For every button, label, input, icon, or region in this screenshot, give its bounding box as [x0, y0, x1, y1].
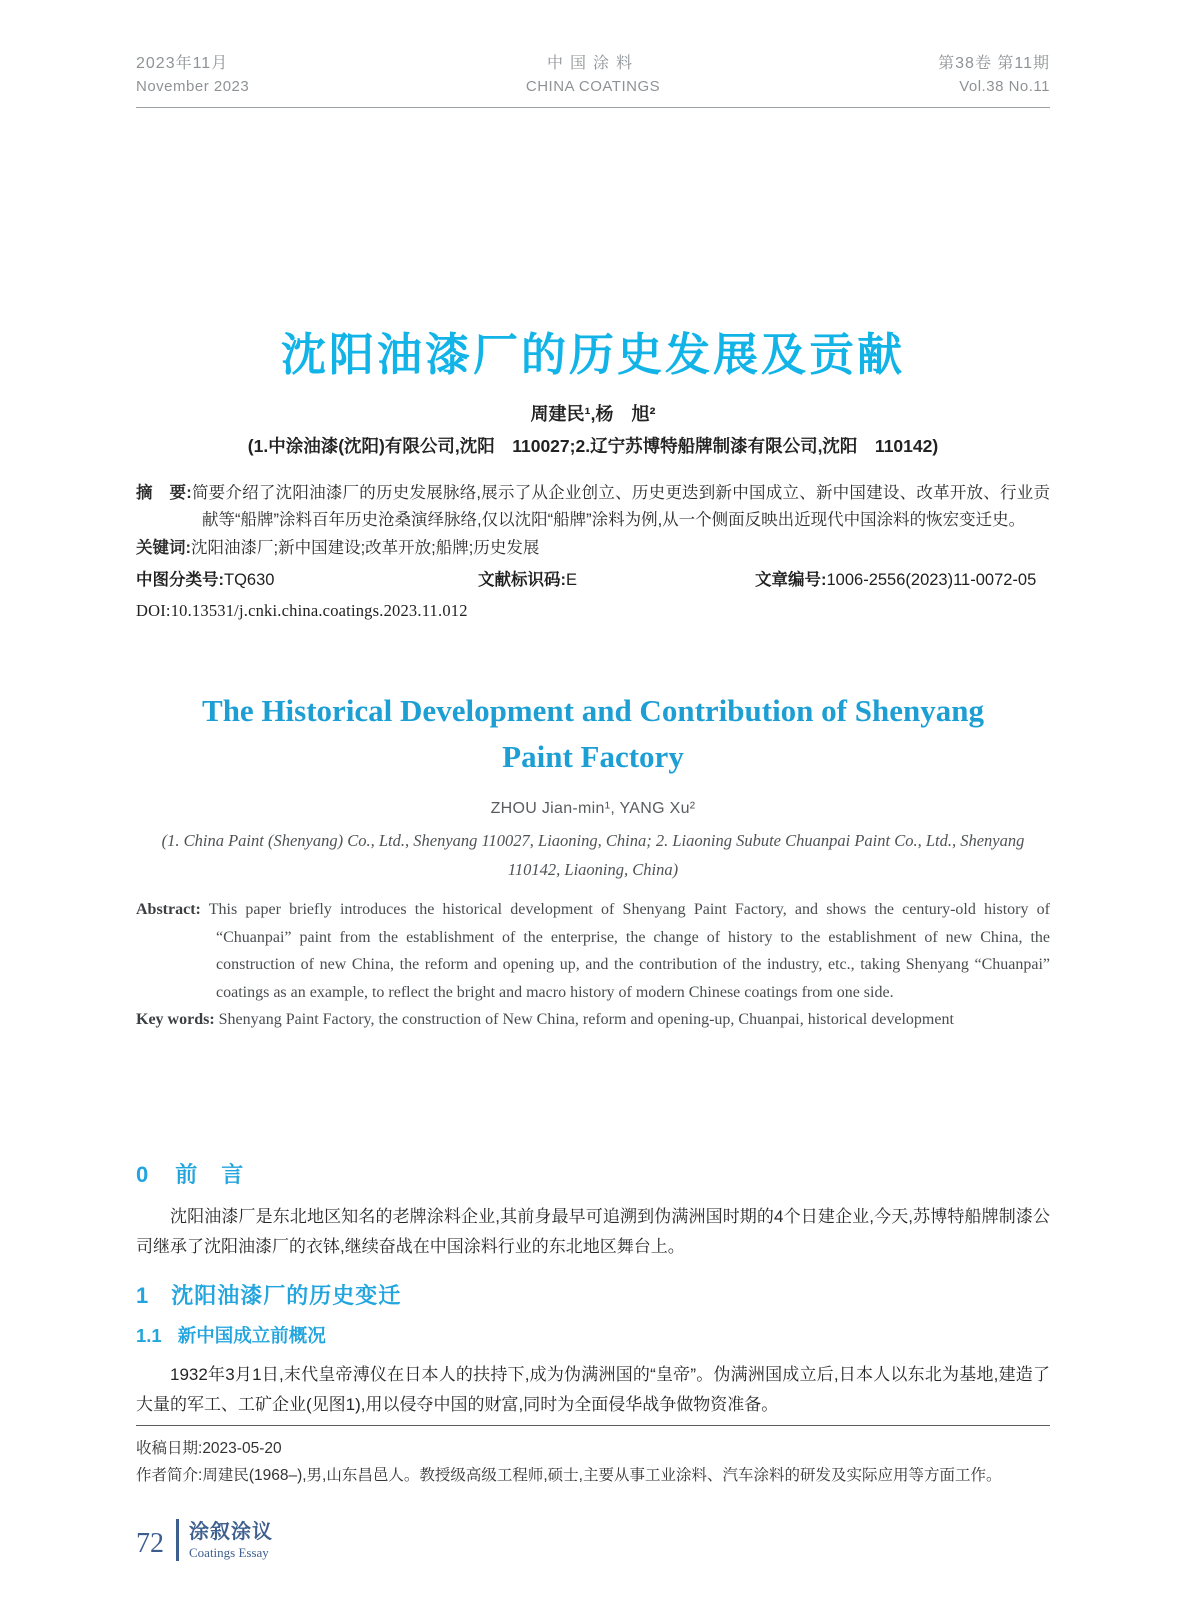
- header-issue: [850, 52, 1050, 98]
- abstract-cn-label: 摘 要:: [136, 484, 192, 502]
- header-date: [136, 52, 336, 98]
- keywords-cn-text: 沈阳油漆厂;新中国建设;改革开放;船牌;历史发展: [191, 539, 540, 557]
- keywords-cn: [136, 535, 1050, 562]
- article-id-value: 1006-2556(2023)11-0072-05: [826, 571, 1037, 589]
- page-footer: [136, 1519, 1050, 1561]
- clc-number: [136, 568, 478, 592]
- authors-cn: 周建民¹,杨 旭²: [530, 404, 656, 424]
- document-code-value: E: [566, 571, 578, 589]
- keywords-en-label: Key words:: [136, 1011, 215, 1028]
- section-1-title: 沈阳油漆厂的历史变迁: [171, 1283, 402, 1308]
- article-title-en: [136, 688, 1050, 780]
- document-code: [478, 568, 755, 592]
- received-date-line: [136, 1435, 1050, 1462]
- keywords-en: [136, 1006, 1050, 1034]
- header-date-en: November 2023: [136, 78, 250, 95]
- abstract-en-text: This paper briefly introduces the historical development of Shenyang Paint Factory, and shows the century-old history of “Chuanpai” paint from the establishment of the enterprise, the change of history to the establishment of new China, the construction of new China, the reform and opening up, and the contribution of the industry, etc., taking Shenyang “Chuanpai” coatings as an example, to reflect the bright and macro history of modern Chinese coatings from one side.: [208, 901, 1050, 1001]
- header-issue-cn: 第38卷 第11期: [938, 55, 1050, 72]
- author-bio-line: [136, 1462, 1050, 1489]
- article-id: [755, 568, 1050, 592]
- abstract-cn-text: 简要介绍了沈阳油漆厂的历史发展脉络,展示了从企业创立、历史更迭到新中国成立、新中国建设、改革开放、行业贡献等“船牌”涂料百年历史沧桑演绎脉络,仅以沈阳“船牌”涂料为例,从一个侧面反映出近现代中国涂料的恢宏变迁史。: [191, 484, 1050, 529]
- article-title-cn: 沈阳油漆厂的历史发展及贡献: [280, 329, 905, 380]
- abstract-cn: [136, 480, 1050, 534]
- header-date-cn: 2023年11月: [136, 55, 229, 72]
- section-1-1-paragraph: 1932年3月1日,末代皇帝溥仪在日本人的扶持下,成为伪满洲国的“皇帝”。伪满洲国成立后,日本人以东北为基地,建造了大量的军工、工矿企业(见图1),用以侵夺中国的财富,同时为全面侵华战争做物资准备。: [136, 1365, 1050, 1414]
- received-date-value: 2023-05-20: [202, 1440, 282, 1457]
- page-number: 72: [136, 1528, 164, 1559]
- affiliation-en: [136, 826, 1050, 884]
- abstract-en: [136, 896, 1050, 1006]
- section-1-1-heading: [136, 1323, 1050, 1349]
- footer-column-cn: 涂叙涂议: [189, 1520, 273, 1543]
- header-journal-name: [336, 52, 850, 98]
- section-0-heading: [136, 1160, 1050, 1190]
- article-id-label: 文章编号:: [755, 571, 827, 589]
- journal-name-cn: 中国涂料: [546, 55, 639, 72]
- article-title-en-line2: Paint Factory: [502, 739, 684, 774]
- author-bio-text: 周建民(1968–),男,山东昌邑人。教授级高级工程师,硕士,主要从事工业涂料、汽车涂料的研发及实际应用等方面工作。: [202, 1467, 1002, 1484]
- affiliation-en-line2: 110142, Liaoning, China): [507, 860, 679, 879]
- section-1-1-number: 1.1: [136, 1325, 162, 1346]
- authors-en: ZHOU Jian-min¹, YANG Xu²: [490, 800, 696, 817]
- keywords-cn-label: 关键词:: [136, 539, 191, 557]
- section-0-title: 前 言: [175, 1162, 245, 1187]
- journal-name-en: CHINA COATINGS: [525, 78, 661, 95]
- document-code-label: 文献标识码:: [478, 571, 566, 589]
- article-meta-row: [136, 568, 1050, 592]
- journal-header: [136, 52, 1050, 108]
- abstract-en-label: Abstract:: [136, 901, 201, 918]
- doi: DOI:10.13531/j.cnki.china.coatings.2023.11.012: [136, 601, 468, 620]
- clc-label: 中图分类号:: [136, 571, 224, 589]
- affiliation-cn: (1.中涂油漆(沈阳)有限公司,沈阳 110027;2.辽宁苏博特船牌制漆有限公司,沈阳 110142): [247, 436, 939, 456]
- footer-column-en: Coatings Essay: [189, 1544, 269, 1560]
- section-1-number: 1: [136, 1283, 150, 1308]
- article-title-en-line1: The Historical Development and Contribution of Shenyang: [202, 693, 984, 728]
- section-0-paragraph: 沈阳油漆厂是东北地区知名的老牌涂料企业,其前身最早可追溯到伪满洲国时期的4个日建企业,今天,苏博特船牌制漆公司继承了沈阳油漆厂的衣钵,继续奋战在中国涂料行业的东北地区舞台上。: [136, 1207, 1050, 1256]
- section-1-1-title: 新中国成立前概况: [177, 1325, 326, 1346]
- section-1-heading: [136, 1281, 1050, 1311]
- keywords-en-text: Shenyang Paint Factory, the construction of New China, reform and opening-up, Chuanpai, historical development: [218, 1011, 954, 1028]
- received-date-label: 收稿日期:: [136, 1440, 203, 1457]
- section-0-number: 0: [136, 1162, 150, 1187]
- author-bio-label: 作者简介:: [136, 1467, 203, 1484]
- header-issue-en: Vol.38 No.11: [959, 78, 1050, 95]
- footer-column-name: [189, 1520, 273, 1561]
- affiliation-en-line1: (1. China Paint (Shenyang) Co., Ltd., Shenyang 110027, Liaoning, China; 2. Liaoning Subute Chuanpai Paint Co., Ltd., Shenyang: [161, 831, 1025, 850]
- footnote-block: [136, 1425, 1050, 1489]
- footer-divider-bar: [176, 1519, 179, 1561]
- clc-value: TQ630: [224, 571, 275, 589]
